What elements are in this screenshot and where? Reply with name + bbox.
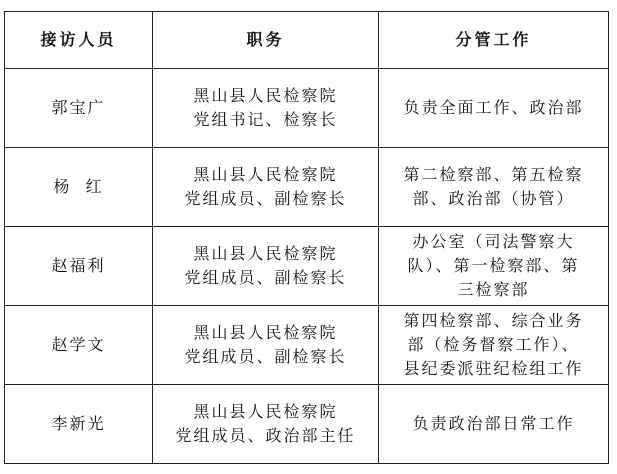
staff-post-line: 黑山县人民检察院	[193, 244, 338, 263]
header-work: 分管工作	[379, 12, 609, 69]
staff-name: 李新光	[5, 385, 153, 464]
staff-work	[379, 385, 609, 464]
staff-work	[379, 69, 609, 148]
staff-work-line: 部、政治部（协管）	[412, 189, 575, 208]
staff-post	[153, 69, 379, 148]
staff-post-line: 党组成员、政治部主任	[175, 426, 356, 445]
staff-name: 杨 红	[5, 148, 153, 227]
table-row	[5, 148, 609, 227]
table-row	[5, 227, 609, 306]
table-row	[5, 306, 609, 385]
staff-name: 赵学文	[5, 306, 153, 385]
staff-work-line: 负责全面工作、政治部	[403, 98, 584, 117]
header-post: 职务	[153, 12, 379, 69]
staff-work-line: 部（检务督察工作）、	[407, 335, 580, 354]
staff-work	[379, 148, 609, 227]
staff-post	[153, 227, 379, 306]
staff-post-line: 黑山县人民检察院	[193, 323, 338, 342]
staff-work	[379, 227, 609, 306]
staff-post-line: 黑山县人民检察院	[193, 86, 338, 105]
staff-post-line: 党组书记、检察长	[193, 110, 338, 129]
header-name: 接访人员	[5, 12, 153, 69]
reception-staff-table-container	[4, 11, 608, 464]
staff-work-line: 第四检察部、综合业务	[403, 311, 584, 330]
table-header-row	[5, 12, 609, 69]
staff-work-line: 第二检察部、第五检察	[403, 165, 584, 184]
staff-post-line: 黑山县人民检察院	[193, 402, 338, 421]
staff-post	[153, 306, 379, 385]
staff-work-line: 县纪委派驻纪检组工作	[403, 359, 584, 378]
staff-post-line: 党组成员、副检察长	[184, 347, 347, 366]
staff-work-line: 办公室（司法警察大	[412, 232, 575, 251]
staff-post	[153, 148, 379, 227]
staff-name: 郭宝广	[5, 69, 153, 148]
table-row	[5, 385, 609, 464]
staff-name: 赵福利	[5, 227, 153, 306]
staff-work-line: 负责政治部日常工作	[412, 414, 575, 433]
staff-post	[153, 385, 379, 464]
staff-post-line: 党组成员、副检察长	[184, 189, 347, 208]
staff-post-line: 黑山县人民检察院	[193, 165, 338, 184]
staff-work-line: 队）、第一检察部、第	[407, 256, 580, 275]
staff-work-line: 三检察部	[457, 280, 530, 299]
reception-staff-table	[4, 11, 609, 464]
staff-work	[379, 306, 609, 385]
table-row	[5, 69, 609, 148]
staff-post-line: 党组成员、副检察长	[184, 268, 347, 287]
